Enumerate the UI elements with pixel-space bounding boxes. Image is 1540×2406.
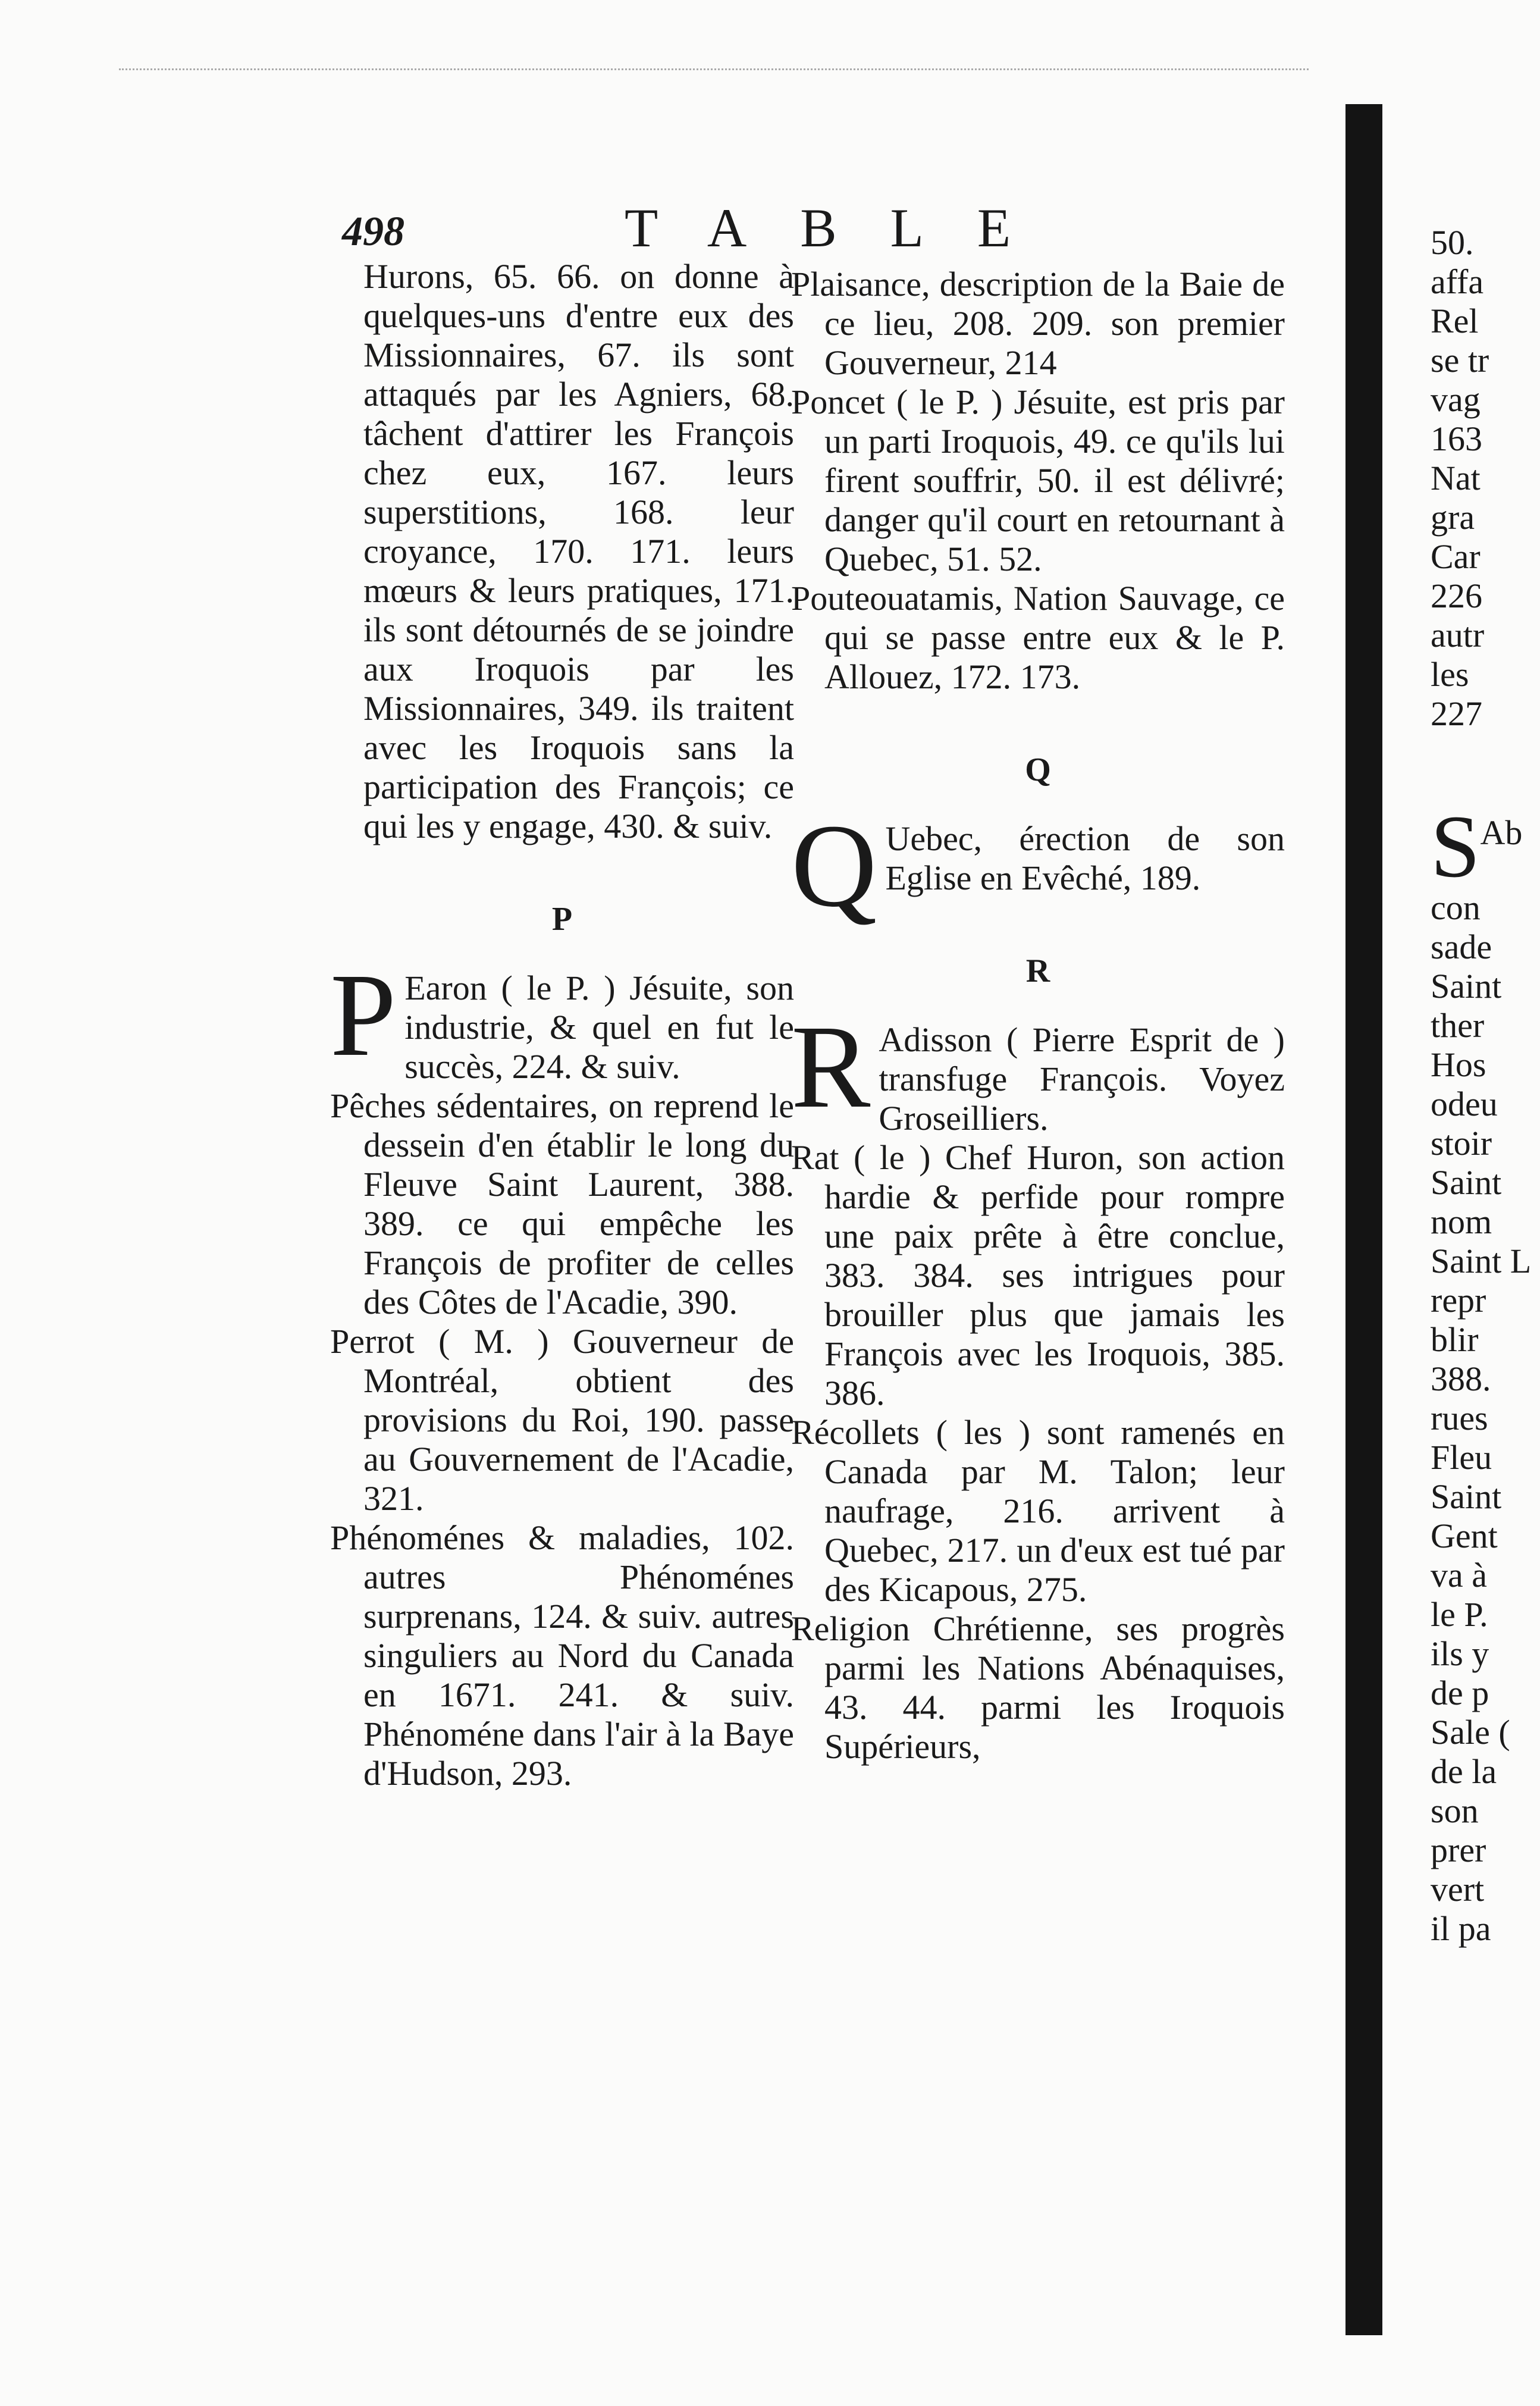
- facing-top-lines: [1431, 223, 1540, 734]
- facing-line: Car: [1431, 537, 1481, 576]
- index-entry-text: Uebec, érection de son Eglise en Evêché, 189.: [885, 819, 1285, 897]
- drop-cap-s: S: [1431, 797, 1481, 896]
- index-entry-rat: Rat ( le ) Chef Huron, son action hardie & perfide pour rompre une paix prête à être conclue, 383. 384. ses intrigues pour brouiller plus que jamais les François avec les Iroquois, 385. 386.: [791, 1138, 1285, 1412]
- index-entry-recollets: Récollets ( les ) sont ramenés en Canada par M. Talon; leur naufrage, 216. arrivent à Quebec, 217. un d'eux est tué par des Kicapous, 275.: [791, 1413, 1285, 1609]
- page-top-edge: [119, 68, 1309, 70]
- facing-line: Saint: [1431, 967, 1502, 1005]
- facing-line: odeu: [1431, 1085, 1498, 1123]
- section-letter-q: Q: [1025, 751, 1051, 788]
- section-letter-r: R: [1025, 953, 1050, 989]
- facing-line: nom: [1431, 1202, 1492, 1241]
- facing-line: ils y: [1431, 1634, 1489, 1673]
- facing-line: Fleu: [1431, 1438, 1492, 1477]
- drop-cap-p: P: [330, 950, 397, 1081]
- page-number: 498: [342, 209, 404, 255]
- facing-line: de la: [1431, 1752, 1497, 1791]
- index-entry-quebec: [791, 800, 1285, 932]
- index-entry-peches: Pêches sédentaires, on reprend le dessein d'en établir le long du Fleuve Saint Laurent, 388. 389. ce qui empêche les François de profiter de celles des Côtes de l'Acadie, 390.: [330, 1086, 794, 1321]
- facing-line: rues: [1431, 1399, 1488, 1437]
- facing-line: Saint L: [1431, 1242, 1532, 1280]
- index-entry-phenomenes: Phénoménes & maladies, 102. autres Phénoménes surprenans, 124. & suiv. autres singuliers au Nord du Canada en 1671. 241. & suiv. Phénoméne dans l'air à la Baye d'Hudson, 293.: [330, 1518, 794, 1793]
- facing-line: 388.: [1431, 1359, 1491, 1398]
- facing-line: 50.: [1431, 223, 1474, 262]
- index-entry-continuation: Hurons, 65. 66. on donne à quelques-uns d'entre eux des Missionnaires, 67. ils sont attaqués par les Agniers, 68. tâchent d'attirer les François chez eux, 167. leurs superstitions, 168. leur croyance, 170. 171. leurs mœurs & leurs pratiques, 171. ils sont détournés de se joindre aux Iroquois par les Missionnaires, 349. ils traitent avec les Iroquois sans la participation des François; ce qui les y engage, 430. & suiv.: [363, 257, 794, 845]
- index-entry-text: Adisson ( Pierre Esprit de ) transfuge François. Voyez Groseilliers.: [879, 1020, 1285, 1138]
- book-binding-gutter: [1345, 104, 1382, 2335]
- facing-line: stoir: [1431, 1124, 1492, 1163]
- facing-line: sade: [1431, 928, 1492, 966]
- section-letter-p: P: [551, 901, 573, 938]
- facing-line: de p: [1431, 1674, 1489, 1712]
- index-entry-text: Earon ( le P. ) Jésuite, son industrie, & quel en fut le succès, 224. & suiv.: [404, 969, 794, 1086]
- facing-line: les: [1431, 655, 1469, 694]
- facing-line: Rel: [1431, 302, 1479, 340]
- facing-line: con: [1431, 888, 1481, 927]
- facing-line: il pa: [1431, 1909, 1491, 1948]
- index-entry-plaisance: Plaisance, description de la Baie de ce lieu, 208. 209. son premier Gouverneur, 214: [791, 265, 1285, 382]
- facing-page-fragment: [1431, 223, 1540, 1948]
- facing-line: va à: [1431, 1556, 1487, 1594]
- facing-line: prer: [1431, 1831, 1486, 1869]
- facing-line: affa: [1431, 262, 1484, 301]
- facing-line: blir: [1431, 1320, 1479, 1359]
- facing-line: Nat: [1431, 459, 1481, 497]
- facing-line: repr: [1431, 1281, 1486, 1320]
- facing-line: 163: [1431, 419, 1482, 458]
- facing-line: vert: [1431, 1870, 1485, 1909]
- facing-line: Saint: [1431, 1477, 1502, 1516]
- index-entry-pearon: [330, 950, 794, 1086]
- drop-cap-r: R: [791, 1001, 871, 1133]
- facing-line: son: [1431, 1791, 1479, 1830]
- index-entry-pouteouatamis: Pouteouatamis, Nation Sauvage, ce qui se passe entre eux & le P. Allouez, 172. 173.: [791, 579, 1285, 696]
- facing-s-heading: [1431, 734, 1540, 896]
- facing-line: Saint: [1431, 1163, 1502, 1202]
- facing-line: se tr: [1431, 341, 1489, 380]
- index-entry-poncet: Poncet ( le P. ) Jésuite, est pris par un parti Iroquois, 49. ce qu'ils lui firent souffrir, 50. il est délivré; danger qu'il court en retournant à Quebec, 51. 52.: [791, 383, 1285, 578]
- facing-line: Gent: [1431, 1517, 1498, 1555]
- facing-line: 226: [1431, 577, 1482, 615]
- left-column: [330, 257, 794, 1793]
- facing-line: le P.: [1431, 1595, 1488, 1634]
- running-head-title: TABLE: [625, 198, 1065, 258]
- middle-column: [791, 265, 1285, 1766]
- facing-line: ther: [1431, 1006, 1485, 1045]
- facing-line: vag: [1431, 380, 1481, 419]
- index-entry-perrot: Perrot ( M. ) Gouverneur de Montréal, obtient des provisions du Roi, 190. passe au Gouvernement de l'Acadie, 321.: [330, 1322, 794, 1518]
- index-entry-radisson: [791, 1001, 1285, 1138]
- facing-line: autr: [1431, 616, 1485, 654]
- facing-line: Hos: [1431, 1045, 1486, 1084]
- facing-line: gra: [1431, 498, 1475, 537]
- index-entry-religion: Religion Chrétienne, ses progrès parmi les Nations Abénaquises, 43. 44. parmi les Iroquois Supérieurs,: [791, 1609, 1285, 1766]
- drop-cap-q: Q: [791, 800, 877, 932]
- facing-line: 227: [1431, 694, 1482, 733]
- facing-line: Sale (: [1431, 1713, 1510, 1752]
- facing-lines-after: [1431, 888, 1540, 1948]
- facing-s-line: Ab: [1480, 813, 1523, 852]
